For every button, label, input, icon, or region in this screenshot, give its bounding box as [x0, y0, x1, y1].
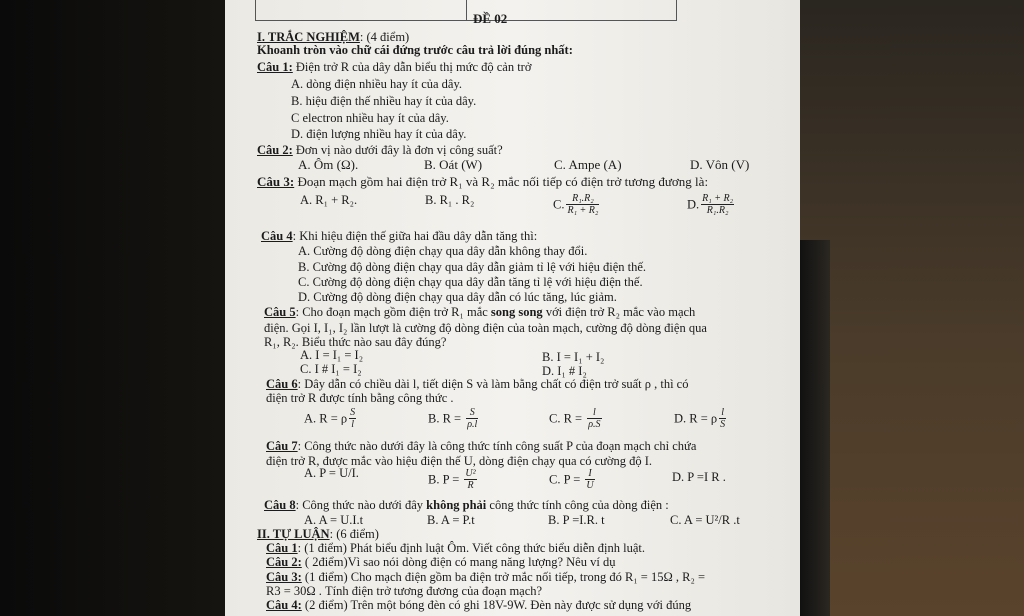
question-7: Câu 7: Công thức nào dưới đây là công thức tính công suất P của đoạn mạch chỉ chứa	[266, 439, 697, 453]
q5-line-3: R₁, R₂. Biểu thức nào sau đây đúng?	[264, 335, 447, 349]
q5-option-a: A. I = I₁ = I₂	[300, 348, 364, 362]
q3-option-c: C. $\frac{\text{R₁.R₂}}{\text{R₁ + R₂}}$	[553, 193, 599, 216]
q3-option-a: A. R₁ + R₂.	[300, 193, 358, 207]
q6-option-a: A. R = ρ $\frac{S}{l}$	[304, 407, 356, 430]
q8-option-a: A. A = U.I.t	[304, 513, 364, 527]
exam-code: ĐỀ 02	[473, 11, 508, 26]
question-6: Câu 6: Dây dẫn có chiều dài l, tiết diện S và làm bằng chất có điện trở suất ρ , thì có	[266, 377, 689, 391]
q6-line-2: điện trở R được tính bằng công thức .	[266, 391, 454, 405]
section1-instruction: Khoanh tròn vào chữ cái đứng trước câu trả lời đúng nhất:	[257, 43, 573, 57]
question-1: Câu 1: Điện trở R của dây dẫn biểu thị mức độ cản trở	[257, 60, 532, 74]
screen-edge	[800, 240, 830, 616]
q4-option-b: B. Cường độ dòng điện chạy qua dây dẫn giảm tỉ lệ với hiệu điện thế.	[298, 260, 647, 274]
section1-heading: I. TRẮC NGHIỆM: (4 điểm)	[257, 30, 410, 44]
q7-option-d: D. P =I R .	[672, 470, 726, 484]
q6-option-b: B. R = $\frac{S}{\rho.l}$	[428, 407, 478, 430]
background-right	[800, 0, 1024, 616]
background-left	[0, 0, 225, 616]
q3-option-b: B. R₁ . R₂	[425, 193, 475, 207]
q2-option-c: C. Ampe (A)	[554, 157, 622, 172]
question-5: Câu 5: Cho đoạn mạch gồm điện trở R₁ mắc song song với điện trở R₂ mắc vào mạch	[264, 305, 696, 319]
question-8: Câu 8: Công thức nào dưới đây không phải công thức tính công của dòng điện :	[264, 498, 669, 512]
header-table	[255, 0, 677, 21]
q1-option-d: D. điện lượng nhiều hay ít của dây.	[291, 127, 467, 141]
question-2: Câu 2: Đơn vị nào dưới đây là đơn vị công suất?	[257, 143, 503, 157]
essay-1: Câu 1: (1 điểm) Phát biểu định luật Ôm. Viết công thức biểu diễn định luật.	[266, 541, 646, 555]
q6-option-c: C. R = $\frac{l}{\rho.S}$	[549, 407, 601, 430]
q4-option-d: D. Cường độ dòng điện chạy qua dây dẫn có lúc tăng, lúc giảm.	[298, 290, 617, 304]
exam-paper	[225, 0, 800, 616]
q2-option-b: B. Oát (W)	[424, 157, 483, 172]
q2-option-a: A. Ôm (Ω).	[298, 157, 359, 172]
q7-option-a: A. P = U/I.	[304, 466, 359, 480]
q5-option-c: C. I # I₁ = I₂	[300, 362, 362, 376]
q8-option-d: C. A = U²/R .t	[670, 513, 740, 527]
q1-option-c: C electron nhiều hay ít của dây.	[291, 111, 449, 125]
q5-line-2: điện. Gọi I, I₁, I₂ lần lượt là cường độ dòng điện của toàn mạch, cường độ dòng điện qua	[264, 321, 707, 335]
q7-option-c: C. P = $\frac{I}{U}$	[549, 468, 594, 491]
section2-heading: II. TỰ LUẬN: (6 điểm)	[257, 527, 379, 541]
q1-option-b: B. hiệu điện thế nhiều hay ít của dây.	[291, 94, 477, 108]
q5-option-b: B. I = I₁ + I₂	[542, 350, 605, 364]
q2-option-d: D. Vôn (V)	[690, 157, 750, 172]
q1-option-a: A. dòng điện nhiều hay ít của dây.	[291, 77, 463, 91]
essay-4: Câu 4: (2 điểm) Trên một bóng đèn có ghi 18V-9W. Đèn này được sử dụng với đúng	[266, 598, 692, 612]
essay-3-line-2: R3 = 30Ω . Tính điện trở tương đương của đoạn mạch?	[266, 584, 543, 598]
q8-option-c: B. P =I.R. t	[548, 513, 605, 527]
q7-line-2: điện trở R, được mắc vào hiệu điện thế U, dòng điện chạy qua có cường độ I.	[266, 454, 653, 468]
q5-option-d: D. I₁ # I₂	[542, 364, 587, 378]
essay-2: Câu 2: ( 2điểm)Vì sao nói dòng điện có mang năng lượng? Nêu ví dụ	[266, 555, 616, 569]
q6-option-d: D. R = ρ $\frac{l}{S}$	[674, 407, 726, 430]
essay-3: Câu 3: (1 điểm) Cho mạch điện gồm ba điện trở mắc nối tiếp, trong đó R₁ = 15Ω , R₂ =	[266, 570, 706, 584]
question-4: Câu 4: Khi hiệu điện thế giữa hai đầu dây dẫn tăng thì:	[261, 229, 538, 243]
q7-option-b: B. P = $\frac{\text{U²}}{R}$	[428, 468, 476, 491]
q8-option-b: B. A = P.t	[427, 513, 475, 527]
q3-option-d: D. $\frac{\text{R₁ + R₂}}{\text{R₁.R₂}}$	[687, 193, 734, 216]
q4-option-a: A. Cường độ dòng điện chạy qua dây dẫn không thay đổi.	[298, 244, 588, 258]
question-3: Câu 3: Đoạn mạch gồm hai điện trở R₁ và R₂ mắc nối tiếp có điện trở tương đương là:	[257, 174, 709, 189]
q4-option-c: C. Cường độ dòng điện chạy qua dây dẫn tăng tỉ lệ với hiệu điện thế.	[298, 275, 643, 289]
